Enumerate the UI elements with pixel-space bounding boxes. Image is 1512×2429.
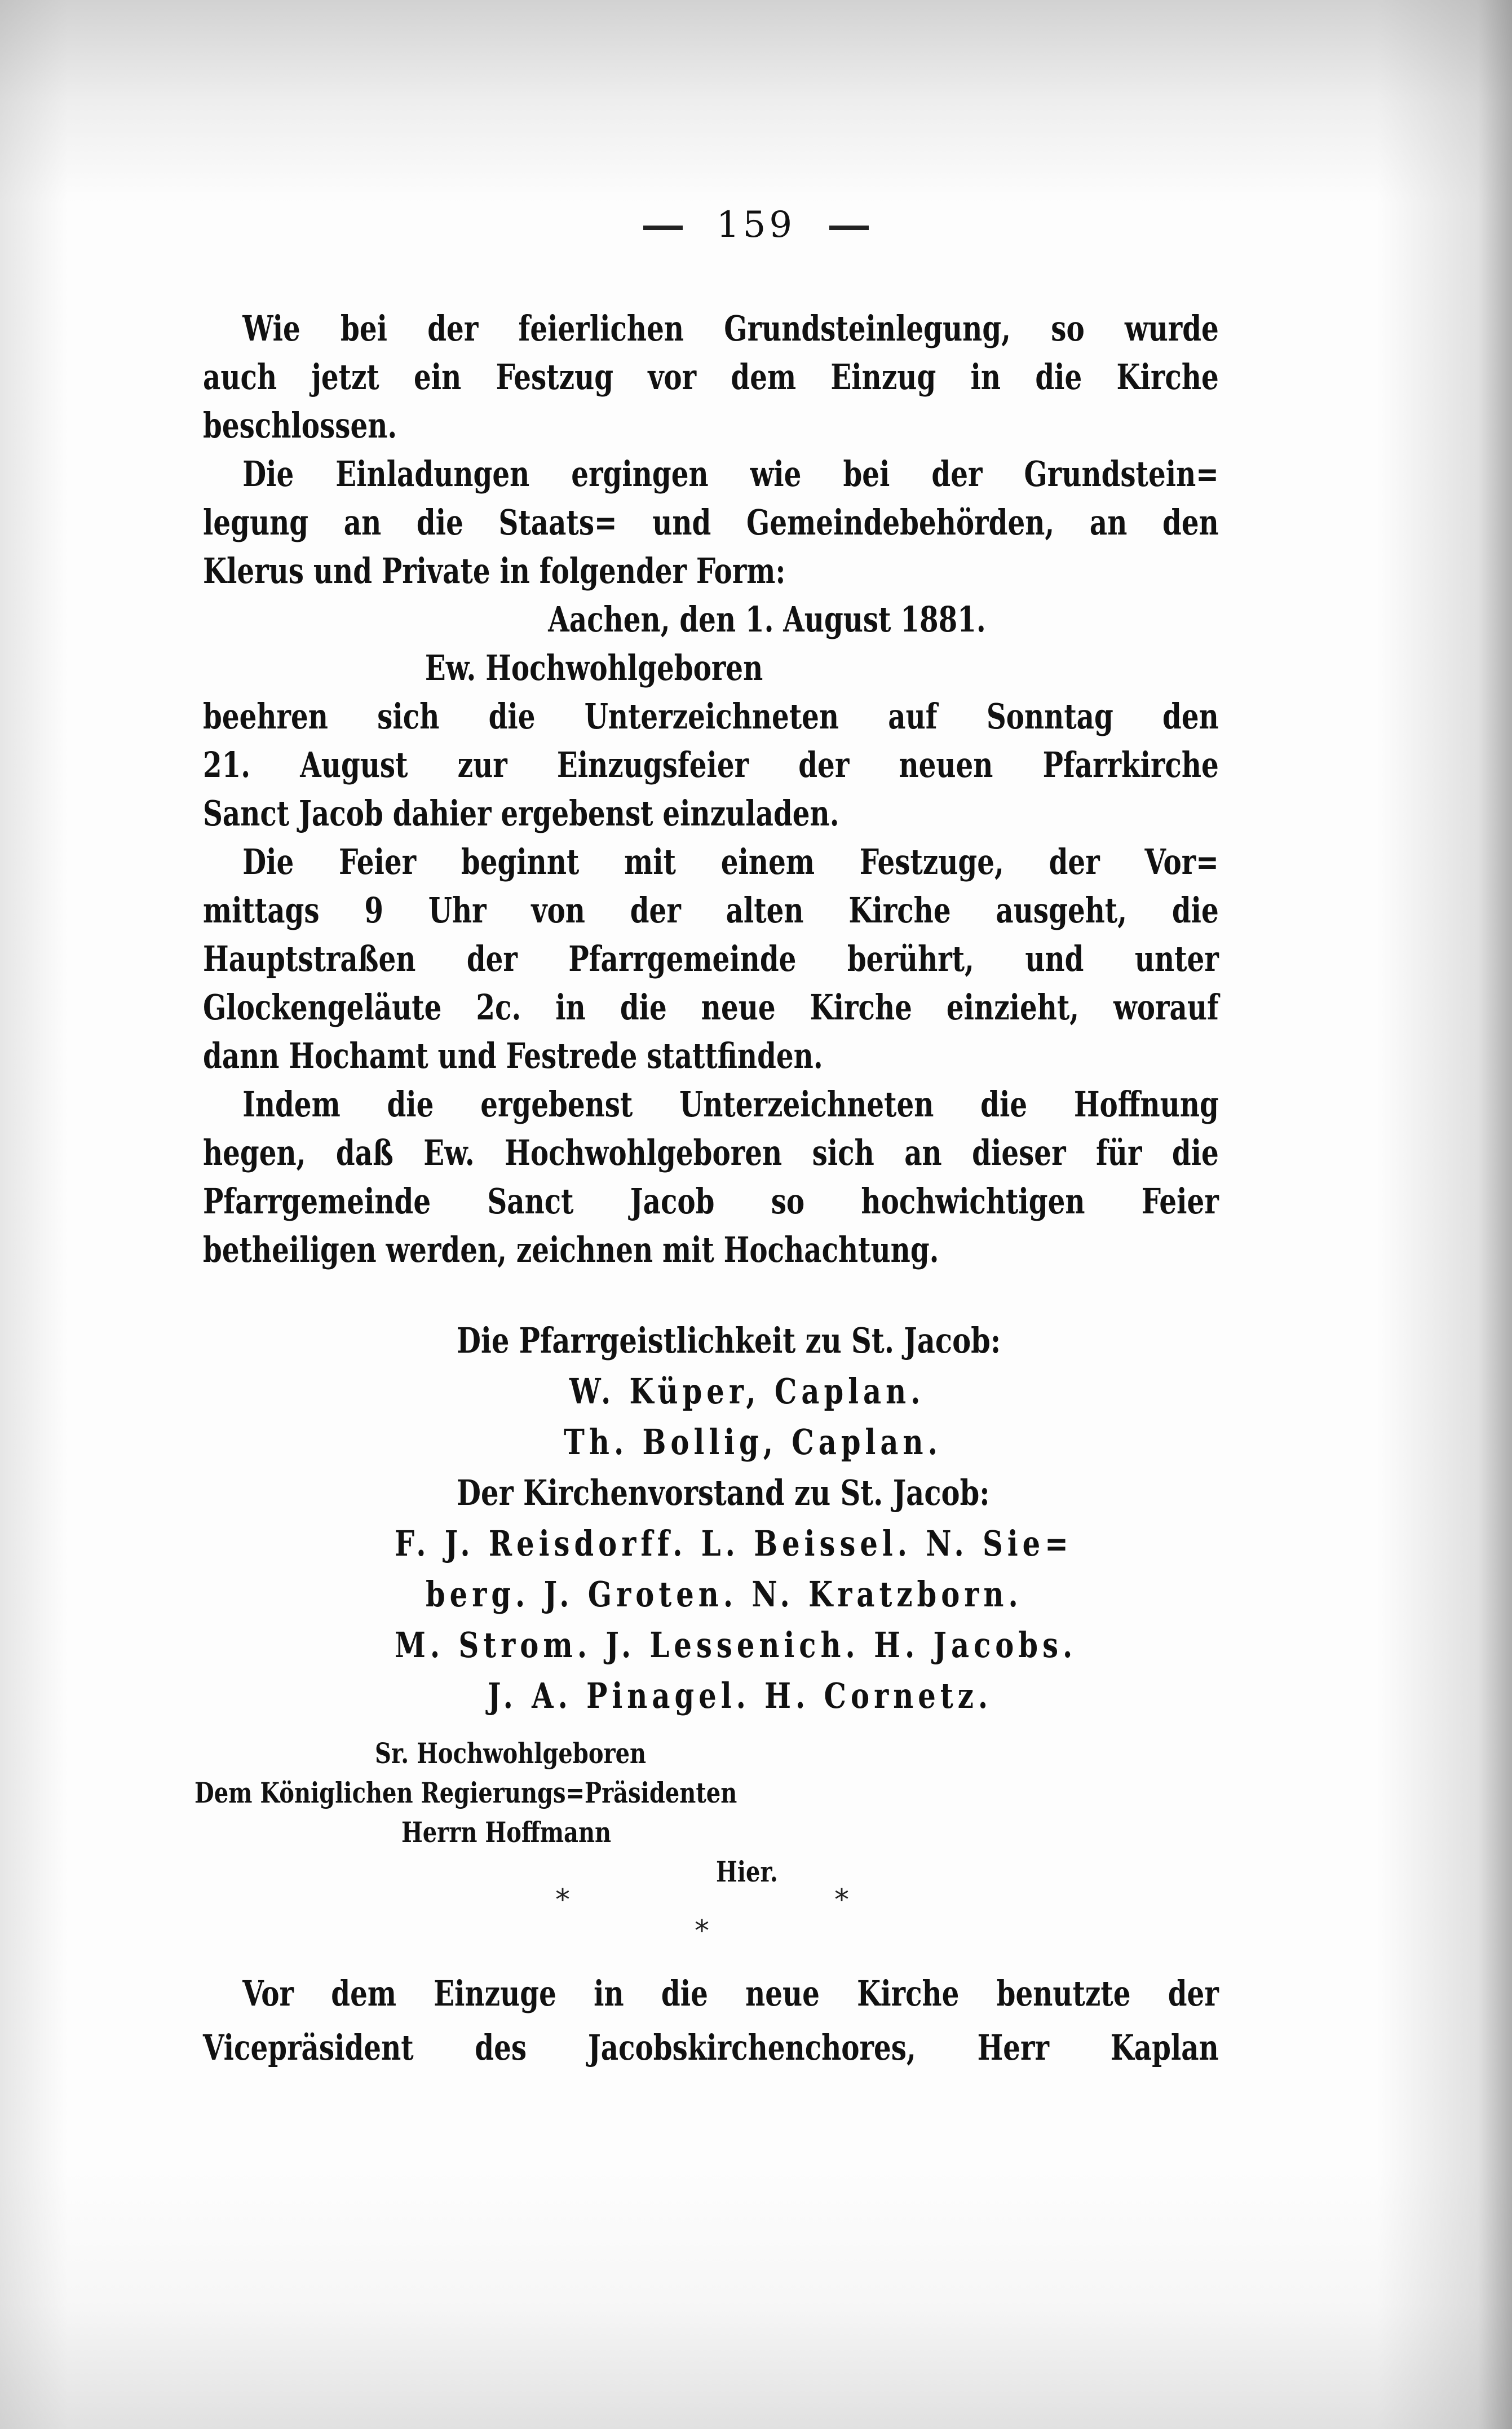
- main-text: [203, 304, 1219, 1274]
- separator-asterisk-icon: *: [834, 1883, 849, 1917]
- invitation-salutation: Ew. Hochwohlgeboren: [425, 647, 763, 688]
- text-line: auch jetzt ein Festzug vor dem Einzug in die Kirche: [203, 356, 1219, 398]
- separator-asterisk-icon: *: [555, 1883, 570, 1917]
- text-line: Hauptstraßen der Pfarrgemeinde berührt, und unter: [203, 938, 1219, 979]
- text-line: betheiligen werden, zeichnen mit Hochachtung.: [203, 1229, 939, 1270]
- board-members-line: berg. J. Groten. N. Kratzborn.: [426, 1574, 1023, 1615]
- page-number-value: 159: [716, 204, 796, 246]
- text-line: dann Hochamt und Festrede stattfinden.: [203, 1035, 823, 1076]
- board-members-line: M. Strom. J. Lessenich. H. Jacobs.: [395, 1624, 1077, 1666]
- text-line: Die Einladungen ergingen wie bei der Grundstein=: [242, 453, 1219, 494]
- clergy-signature: Th. Bollig, Caplan.: [564, 1421, 942, 1463]
- text-line: Sanct Jacob dahier ergebenst einzuladen.: [203, 793, 839, 834]
- text-line: beschlossen.: [203, 405, 397, 446]
- board-heading: Der Kirchenvorstand zu St. Jacob:: [457, 1472, 990, 1513]
- text-line: legung an die Staats= und Gemeindebehörden, an den: [203, 502, 1219, 543]
- board-members-line: F. J. Reisdorff. L. Beissel. N. Sie=: [395, 1523, 1073, 1564]
- text-line: Pfarrgemeinde Sanct Jacob so hochwichtigen Feier: [203, 1181, 1219, 1222]
- page-number: [0, 204, 1512, 246]
- clergy-heading: Die Pfarrgeistlichkeit zu St. Jacob:: [457, 1320, 1001, 1361]
- text-line: hegen, daß Ew. Hochwohlgeboren sich an dieser für die: [203, 1132, 1219, 1173]
- text-line: 21. August zur Einzugsfeier der neuen Pfarrkirche: [203, 744, 1219, 785]
- clergy-signature: W. Küper, Caplan.: [569, 1371, 925, 1412]
- text-line: Die Feier beginnt mit einem Festzuge, der Vor=: [242, 841, 1219, 882]
- separator-asterisk-icon: *: [695, 1914, 709, 1948]
- address-line: Sr. Hochwohlgeboren: [375, 1737, 647, 1770]
- closing-paragraph: [203, 1967, 1219, 2075]
- board-members-line: J. A. Pinagel. H. Cornetz.: [488, 1675, 993, 1716]
- text-line: Vicepräsident des Jacobskirchenchores, Herr Kaplan: [203, 2027, 1219, 2068]
- text-line: Klerus und Private in folgender Form:: [203, 550, 786, 591]
- text-line: mittags 9 Uhr von der alten Kirche ausgeht, die: [203, 890, 1219, 931]
- address-line: Hier.: [716, 1855, 778, 1888]
- page-number-dash-left: [643, 226, 683, 230]
- invitation-date: Aachen, den 1. August 1881.: [548, 599, 986, 640]
- text-line: beehren sich die Unterzeichneten auf Sonntag den: [203, 696, 1219, 737]
- text-line: Indem die ergebenst Unterzeichneten die Hoffnung: [242, 1084, 1219, 1125]
- page-number-dash-right: [829, 226, 869, 230]
- text-line: Glockengeläute 2c. in die neue Kirche einzieht, worauf: [203, 987, 1219, 1028]
- address-line: Herrn Hoffmann: [401, 1816, 612, 1849]
- text-line: Vor dem Einzuge in die neue Kirche benutzte der: [242, 1973, 1219, 2014]
- address-line: Dem Königlichen Regierungs=Präsidenten: [194, 1776, 737, 1809]
- text-line: Wie bei der feierlichen Grundsteinlegung, so wurde: [242, 308, 1219, 349]
